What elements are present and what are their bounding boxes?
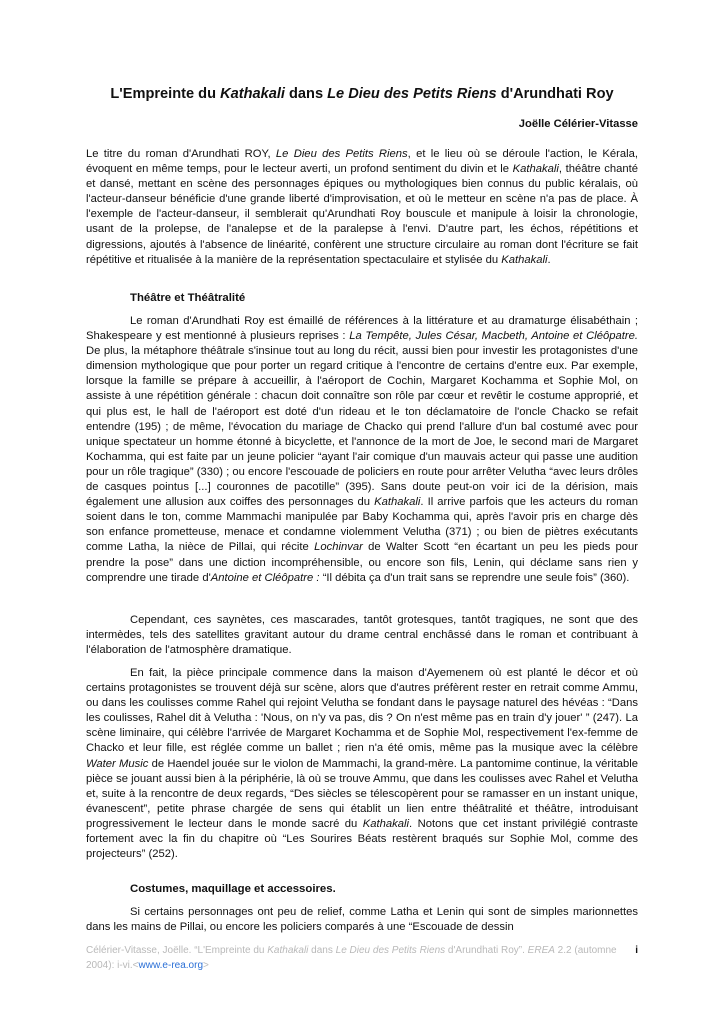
text-run: . [547,253,551,266]
title-suffix: d'Arundhati Roy [496,86,614,102]
text-run: Kathakali [374,496,421,509]
text-run: Kathakali [501,253,548,266]
text-run: Water Music [86,757,149,770]
text-run: Le Dieu des Petits Riens [335,945,446,956]
text-run: La Tempête, Jules César, Macbeth, Antoine et Cléôpatre. [349,330,638,343]
text-run: . Il arrive parfois que les acteurs du roman soient dans le ton, comme Mammachi manipulée par Baby Kochamma qui, après l'avoir pris en charge dès son enfance prometteuse, menace et condamne violemment Velutha (371) ; ou bien de piètres exécutants comme Latha, la nièce de Pillai, qui récite [86,496,638,554]
title-mid: dans [284,86,328,102]
section1-paragraph-2 [86,613,638,658]
text-run: Lochinvar [314,541,363,554]
text-run: Le roman d'Arundhati Roy est émaillé de références à la littérature et au dramaturge élisabéthain ; Shakespeare y est mentionné à plusieurs reprises : [86,315,638,343]
text-run: dans [308,945,336,956]
text-run: Kathakali [362,817,410,830]
section1-paragraph-3 [86,666,638,862]
page-number: i [635,945,638,956]
text-run: d'Arundhati Roy”. [445,945,528,956]
text-run: 2.2 (automne [554,945,617,956]
text-run: Si certains personnages ont peu de relief, comme Latha et Lenin qui sont de simples marionnettes dans les mains de Pillai, ou encore les policiers comparés à une “Escouade de dessin [86,906,638,934]
text-run: “Il débita ça d'un trait sans se reprendre une seule fois” (360). [319,571,630,584]
text-run: Cependant, ces saynètes, ces mascarades, tantôt grotesques, tantôt tragiques, ne sont que des intermèdes, tels des satellites gravitant autour du drame central enchâssé dans le roman et contribuant à l'élaboration de l'atmosphère dramatique. [86,614,638,657]
author-name: Joëlle Célérier-Vitasse [518,118,638,130]
footer-link[interactable]: www.e-rea.org [138,960,203,971]
text-run: de Walter Scott “en écartant un peu les pieds pour prendre la pose” dans une diction incompréhensible, ou encore son fils, Lenin, qui déclame sans rien y comprendre une tirade d' [86,541,639,584]
page-title [86,86,638,102]
footer-line2-suffix: > [203,960,209,971]
text-run: De plus, la métaphore théâtrale s'insinue tout au long du récit, aussi bien pour investir les protagonistes d'une dimension mythologique que pour porter un regard critique à l'encontre de certains d'entre eux. Par exemple, lorsque la famille se prépare à accueillir, à l'aéroport de Cochin, Margaret Kochamma et Sophie Mol, on assiste à une répétition générale : chacun doit connaître son rôle par cœur et revêtir le costume approprié, et qui plus est, le hall de l'aéroport est doté d'un rideau et le ton déclamatoire de l'oncle Chacko se refait entendre (195) ; de même, l'évocation du mariage de Chacko qui prend l'allure d'un bal costumé avec pour unique spectateur un homme étonné à bicyclette, et l'annonce de la mort de Joe, le second mari de Margaret Kochamma, qui est faite par un jeune policier “ayant l'air comique d'un mauvais acteur qui passe une audition pour un rôle tragique” (330) ; ou encore l'escouade de policiers en route pour arrêter Velutha “avec leurs drôles de casques pointus [...] couronnes de pacotille” (395). Sans doute peut-on voir ici de la dérision, mais également une allusion aux coiffes des personnages du [86,345,638,509]
text-run: Le Dieu des Petits Riens [275,148,408,160]
section-heading-costumes: Costumes, maquillage et accessoires. [130,883,336,895]
text-run: , et le lieu où se déroule l'action, le Kérala, évoquent en même temps, pour le lecteur averti, un profond sentiment du divin et le [86,148,638,176]
text-run: Kathakali [512,163,559,176]
footer-line-2 [86,958,638,973]
text-run: Kathakali [267,945,309,956]
section-heading-theatre: Théâtre et Théâtralité [130,292,246,304]
text-run: EREA [527,945,555,956]
section2-paragraph-1 [86,905,638,935]
footer-line2-prefix: 2004): i-vi.< [86,960,139,971]
title-work-kathakali: Kathakali [220,86,285,102]
section1-paragraph-1 [86,314,638,586]
footer-citation [86,943,638,973]
text-run: Le titre du roman d'Arundhati ROY, [86,148,276,160]
text-run: En fait, la pièce principale commence dans la maison d'Ayemenem où est planté le décor et où certains protagonistes se trouvent déjà sur scène, alors que d'autres préfèrent rester en retrait comme Ammu, ou dans les coulisses comme Rahel qui rejoint Velutha se fondant dans le paysage naturel des hévéas : “Dans les coulisses, Rahel dit à Velutha : 'Nous, on n'y va pas, dis ? On n'est même pas en train d'y jouer' ” (247). La scène liminaire, qui célèbre l'arrivée de Margaret Kochamma et de Sophie Mol, respectivement l'ex-femme de Chacko et leur fille, est réglée comme un ballet ; rien n'a été omis, même pas la musique avec la célèbre [86,667,638,755]
footer-line-1 [86,943,638,958]
text-run: Antoine et Cléôpatre : [210,571,320,584]
title-prefix: L'Empreinte du [110,86,221,102]
text-run: de Haendel jouée sur le violon de Mammachi, la grand-mère. La pantomime continue, la véritable pièce se jouant aussi bien à la périphérie, là où se trouve Ammu, que dans les coulisses avec Rahel et Velutha et, suite à la rencontre de deux regards, “Des siècles se télescopèrent pour se ramasser en un instant unique, évanescent”, petite phrase chargée de sens qui établit un lien entre théâtralité et théâtre, introduisant progressivement le lecteur dans le monde sacré du [86,757,638,830]
intro-paragraph [86,147,638,268]
text-run: . Notons que cet instant privilégié contraste fortement avec la fin du chapitre où “Les Sourires Béats restèrent braqués sur Sophie Mol, comme des projecteurs” (252). [86,817,638,861]
text-run: Célérier-Vitasse, Joëlle. “L'Empreinte du [86,945,268,956]
text-run: , théâtre chanté et dansé, mettant en scène des personnages épiques ou mythologiques bien connus du public kéralais, où l'acteur-danseur bénéficie d'une grande liberté d'improvisation, et où le metteur en scène n'a pas de place. À l'exemple de l'acteur-danseur, il semblerait qu'Arundhati Roy bouscule et manipule à loisir la chronologie, usant de la prolepse, de l'analepse et de la paralepse à l'envi. D'autre part, les échos, répétitions et digressions, ajoutés à l'absence de linéarité, confèrent une structure circulaire au roman dont l'écriture se fait répétitive et ritualisée à la manière de la représentation spectaculaire et stylisée du [86,163,638,266]
title-work-novel: Le Dieu des Petits Riens [327,86,497,102]
